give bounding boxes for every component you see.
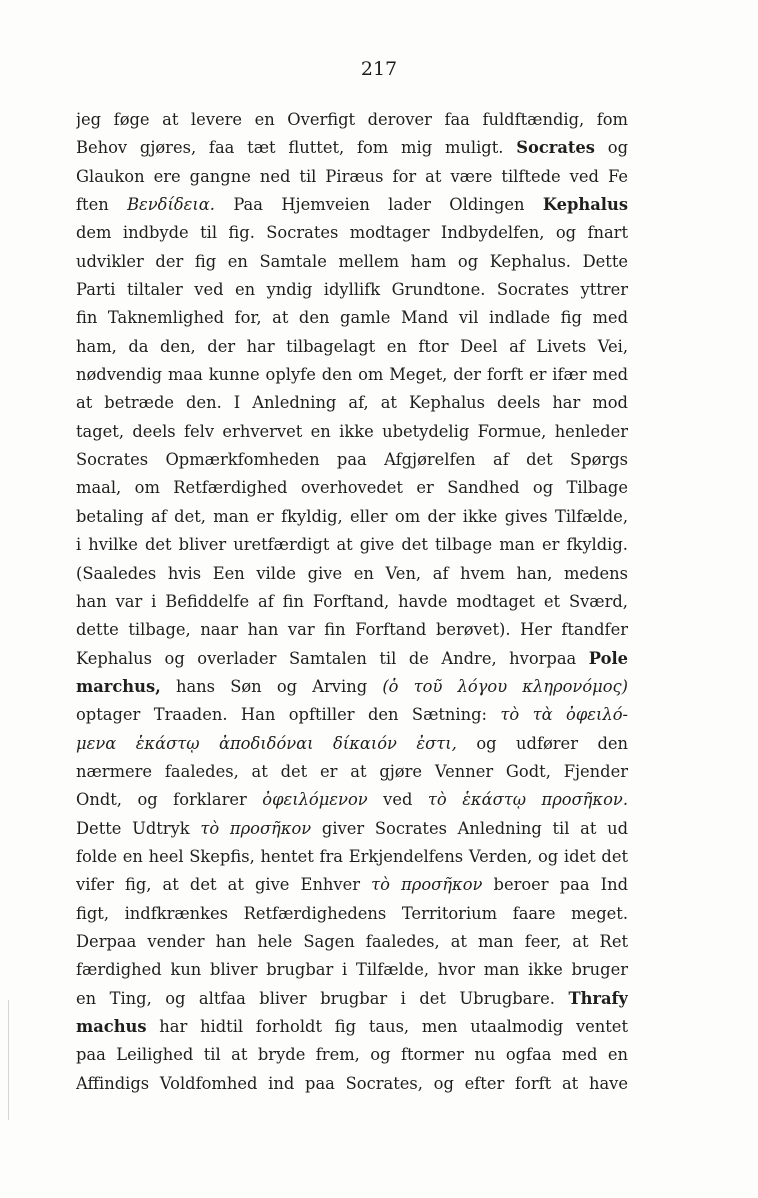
text-line — [76, 560, 628, 588]
text-span: Socrates Opmærkfomheden paa Afgjørelfen af det Spørgs — [76, 450, 628, 470]
text-span: folde en heel Skepfis, hentet fra Erkjendelfens Verden, og idet det — [76, 846, 628, 866]
text-span: paa Leilighed til at bryde frem, og ftormer nu ogfaa med en — [76, 1045, 628, 1065]
text-line — [76, 1013, 628, 1041]
text-line — [76, 474, 628, 502]
text-span: en Ting, og altfaa bliver brugbar i det Ubrugbare. — [76, 988, 569, 1008]
text-line — [76, 389, 628, 417]
text-span: Dette Udtryk — [76, 818, 201, 838]
text-line — [76, 645, 628, 673]
text-line — [76, 701, 628, 729]
speaker-name: Pole — [588, 648, 628, 668]
greek-phrase: ὀφειλόμενον — [262, 790, 368, 810]
text-line — [76, 418, 628, 446]
text-span: ften — [76, 195, 128, 215]
text-span: Parti tiltaler ved en yndig idyllifk Grundtone. Socrates yttrer — [76, 280, 628, 300]
text-line — [76, 730, 628, 758]
greek-phrase: τὸ προσῆκον — [200, 818, 312, 838]
greek-phrase: (ὁ τοῦ λόγου κληρονόμος) — [382, 676, 628, 696]
text-span: ham, da den, der har tilbagelagt en ftor Deel af Livets Vei, — [76, 336, 628, 356]
text-span: taget, deels felv erhvervet en ikke ubetydelig Formue, henleder — [76, 421, 628, 441]
text-line — [76, 276, 628, 304]
text-span: ved — [367, 790, 428, 810]
text-span: nærmere faaledes, at det er at gjøre Venner Godt, Fjender — [76, 761, 628, 781]
body-text — [76, 106, 628, 1098]
text-line — [76, 503, 628, 531]
text-line — [76, 871, 628, 899]
text-line — [76, 219, 628, 247]
text-span: betaling af det, man er fkyldig, eller om der ikke gives Tilfælde, — [76, 506, 628, 526]
text-span: Kephalus og overlader Samtalen til de Andre, hvorpaa — [76, 648, 589, 668]
text-span: dem indbyde til fig. Socrates modtager Indbydelfen, og fnart — [76, 223, 628, 243]
text-line — [76, 843, 628, 871]
text-span: at betræde den. I Anledning af, at Kephalus deels har mod — [76, 393, 628, 413]
text-line — [76, 248, 628, 276]
text-span: færdighed kun bliver brugbar i Tilfælde, hvor man ikke bruger — [76, 960, 628, 980]
text-line — [76, 815, 628, 843]
text-line — [76, 304, 628, 332]
text-line — [76, 786, 628, 814]
text-span: han var i Befiddelfe af fin Forftand, havde modtaget et Sværd, — [76, 591, 628, 611]
text-line — [76, 956, 628, 984]
text-span: og udfører den — [456, 733, 628, 753]
text-line — [76, 588, 628, 616]
text-line — [76, 900, 628, 928]
text-line — [76, 446, 628, 474]
greek-phrase: μενα ἑκάστῳ ἀποδιδόναι δίκαιόν ἐστι, — [76, 733, 457, 753]
text-span: fin Taknemlighed for, at den gamle Mand vil indlade fig med — [76, 308, 628, 328]
speaker-name: machus — [76, 1017, 147, 1036]
greek-phrase: τὸ τὰ ὀφειλό- — [500, 705, 628, 725]
greek-phrase: τὸ προσῆκον — [371, 875, 483, 895]
text-line — [76, 361, 628, 389]
page-number: 217 — [360, 58, 398, 80]
text-span: og — [594, 138, 628, 158]
text-span: (Saaledes hvis Een vilde give en Ven, af hvem han, medens — [76, 563, 628, 583]
speaker-name: Kephalus — [542, 195, 628, 215]
text-line — [76, 163, 628, 191]
speaker-name: Thrafy — [568, 988, 628, 1008]
text-span: Glaukon ere gangne ned til Piræus for at være tilftede ved Fe — [76, 166, 628, 186]
text-span: maal, om Retfærdighed overhovedet er Sandhed og Tilbage — [76, 478, 628, 498]
text-span: nødvendig maa kunne oplyfe den om Meget, der forft er ifær med — [76, 365, 628, 385]
text-span: beroer paa Ind — [482, 875, 628, 895]
text-span: Paa Hjemveien lader Oldingen — [214, 195, 543, 215]
text-span: Behov gjøres, faa tæt fluttet, fom mig muligt. — [76, 138, 517, 158]
speaker-name: marchus, — [76, 676, 161, 696]
text-span: har hidtil forholdt fig taus, men utaalmodig ventet — [146, 1017, 628, 1036]
greek-phrase: Βενδίδεια. — [127, 195, 215, 215]
text-line — [76, 673, 628, 701]
text-span: Affindigs Voldfomhed ind paa Socrates, og efter forft at have — [76, 1073, 628, 1093]
text-line — [76, 985, 628, 1013]
text-span: Ondt, og forklarer — [76, 790, 263, 810]
text-line — [76, 1041, 628, 1069]
text-span: giver Socrates Anledning til at ud — [311, 818, 628, 838]
text-span: udvikler der fig en Samtale mellem ham og Kephalus. Dette — [76, 251, 628, 271]
text-line — [76, 106, 628, 134]
text-span: jeg føge at levere en Overfigt derover faa fuldftændig, fom — [76, 110, 628, 129]
text-line — [76, 928, 628, 956]
text-span: i hvilke det bliver uretfærdigt at give det tilbage man er fkyldig. — [76, 535, 628, 555]
text-line — [76, 616, 628, 644]
text-span: hans Søn og Arving — [160, 676, 383, 696]
text-line — [76, 191, 628, 219]
text-line — [76, 1070, 628, 1098]
text-line — [76, 531, 628, 559]
text-line — [76, 333, 628, 361]
text-line — [76, 758, 628, 786]
speaker-name: Socrates — [516, 138, 595, 158]
greek-phrase: τὸ ἑκάστῳ προσῆκον. — [427, 790, 628, 810]
text-span: optager Traaden. Han opftiller den Sætning: — [76, 705, 501, 725]
text-span: figt, indfkrænkes Retfærdighedens Territorium faare meget. — [76, 903, 628, 923]
text-line — [76, 134, 628, 162]
text-span: vifer fig, at det at give Enhver — [76, 875, 372, 895]
text-span: Derpaa vender han hele Sagen faaledes, at man feer, at Ret — [76, 931, 628, 951]
margin-rule — [8, 1000, 9, 1120]
text-span: dette tilbage, naar han var fin Forftand berøvet). Her ftandfer — [76, 620, 628, 640]
